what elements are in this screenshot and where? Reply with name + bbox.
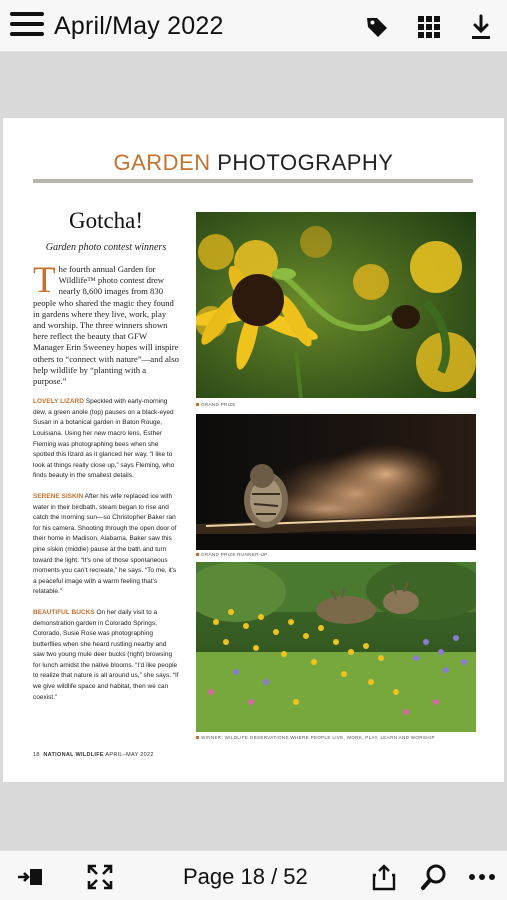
search-icon[interactable] xyxy=(420,863,448,891)
siskin-paragraph xyxy=(33,492,179,598)
grid-icon[interactable] xyxy=(415,13,443,41)
fullscreen-icon[interactable] xyxy=(86,863,114,891)
bottom-toolbar xyxy=(0,850,507,900)
photo-caption: WINNER: WILDLIFE OBSERVATIONS WHERE PEOPLE LIVE, WORK, PLAY, LEARN AND WORSHIP xyxy=(196,735,435,740)
photo-caption: GRAND PRIZE xyxy=(196,402,236,407)
page-footer xyxy=(33,752,154,758)
lizard-photo xyxy=(196,212,476,398)
bucks-paragraph xyxy=(33,608,179,703)
drop-cap: T xyxy=(33,260,56,301)
menu-icon[interactable] xyxy=(10,12,44,40)
page-indicator[interactable]: Page 18 / 52 xyxy=(183,864,308,889)
paragraph-label: SERENE SISKIN xyxy=(33,492,84,500)
intro-paragraph xyxy=(33,260,179,387)
footer-date: APRIL–MAY 2022 xyxy=(103,752,154,758)
more-icon[interactable] xyxy=(468,863,496,891)
lizard-paragraph xyxy=(33,397,179,482)
paragraph-label: BEAUTIFUL BUCKS xyxy=(33,608,95,616)
paragraph-text: On her daily visit to a demonstration garden in Colorado Springs, Colorado, Susie Rose was photographing butterflies when she heard rustling nearby and saw two young mule deer bucks (right) browsing for lunch amidst the native blooms. “I’d like people to realize that nature is all around us,” she says. “If we give wildlife space and habitat, then we can coexist.” xyxy=(33,608,179,701)
section-heading-main: PHOTOGRAPHY xyxy=(210,150,394,175)
download-icon[interactable] xyxy=(467,13,495,41)
paragraph-label: LOVELY LIZARD xyxy=(33,398,84,406)
bucks-photo xyxy=(196,562,476,732)
siskin-photo xyxy=(196,414,476,550)
footer-magazine: NATIONAL WILDLIFE xyxy=(43,752,104,758)
section-heading xyxy=(3,150,504,176)
article-headline: Gotcha! xyxy=(68,208,144,233)
issue-title: April/May 2022 xyxy=(54,12,224,40)
paragraph-text: Speckled with early-morning dew, a green anole (top) pauses on a black-eyed Susan in a botanical garden in Baton Rouge, Louisiana. Using her new macro lens, Esther Fleming was photographing bees when she spotted this lizard as it glanced her way. “I like to look at things really close up,” says Fleming, who finds beauty in the smallest details. xyxy=(33,398,175,480)
heading-rule xyxy=(33,179,473,183)
share-icon[interactable] xyxy=(370,863,398,891)
magazine-page xyxy=(3,118,504,782)
top-toolbar xyxy=(0,0,507,52)
photo-caption: GRAND PRIZE RUNNER-UP xyxy=(196,552,268,557)
footer-page-number: 18 xyxy=(33,752,40,758)
tag-icon[interactable] xyxy=(363,13,391,41)
intro-text: he fourth annual Garden for Wildlife™ photo contest drew nearly 8,600 images from 830 people who shared the magic they found in gardens where they live, work, play and worship. The three winners shown here reflect the beauty that GFW Manager Erin Sweeney hopes will inspire others to “connect with nature”—and also help wildlife by “planting with a purpose.” xyxy=(33,264,179,387)
paragraph-text: After his wife replaced ice with water in their birdbath, steam began to rise and catch the morning sun—so Christopher Baker ran for his camera. Shooting through the open door of their home in Madison, Alabama, Baker saw this pine siskin (middle) pause at the bath and turn toward the light. “It’s one of those spontaneous moments you can’t recreate,” he says. “To me, it’s a peaceful image with a warm feeling that’s relatable.” xyxy=(33,492,177,596)
section-heading-accent: GARDEN xyxy=(113,150,211,175)
exit-icon[interactable] xyxy=(15,863,43,891)
article-text-column xyxy=(33,208,179,703)
article-subtitle: Garden photo contest winners xyxy=(45,242,167,253)
